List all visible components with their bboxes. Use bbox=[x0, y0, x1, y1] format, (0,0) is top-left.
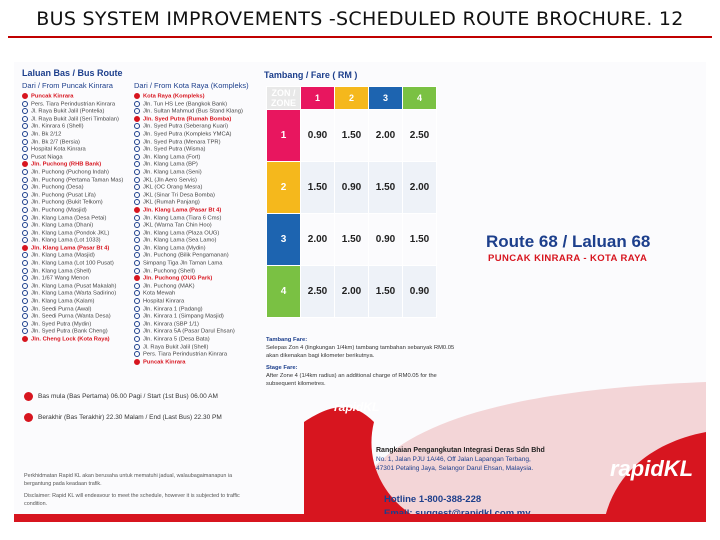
stop-name: Jln. Klang Lama (Shell) bbox=[31, 268, 91, 275]
bus-stop bbox=[134, 252, 249, 260]
stop-name: Jln. Klang Lama (Sea Lamo) bbox=[143, 237, 217, 244]
bus-stop bbox=[22, 207, 123, 215]
fare-row bbox=[267, 214, 437, 266]
bus-stop bbox=[134, 146, 249, 154]
bus-stop bbox=[22, 290, 123, 298]
bus-stop bbox=[134, 108, 249, 116]
stop-dot-icon bbox=[22, 139, 28, 145]
stop-dot-icon bbox=[22, 290, 28, 296]
stop-name: Pers. Tiara Perindustrian Kinrara bbox=[31, 101, 116, 108]
fare-cell: 2.50 bbox=[403, 110, 437, 162]
stop-name: Jln. Klang Lama (Kalam) bbox=[31, 298, 95, 305]
stage-fare-title: Stage Fare: bbox=[266, 365, 298, 371]
stop-dot-icon bbox=[22, 116, 28, 122]
fare-zone-header: 1 bbox=[301, 87, 335, 110]
bus-stop bbox=[134, 359, 249, 367]
rapidkl-swoosh-graphic bbox=[304, 362, 706, 522]
bus-stop bbox=[134, 123, 249, 131]
fare-row bbox=[267, 266, 437, 318]
stop-dot-icon bbox=[134, 275, 140, 281]
stop-name: JKL (OC Orang Mesra) bbox=[143, 184, 203, 191]
stop-dot-icon bbox=[22, 169, 28, 175]
stop-name: Hospital Kota Kinrara bbox=[31, 146, 86, 153]
stop-dot-icon bbox=[134, 298, 140, 304]
stop-dot-icon bbox=[22, 283, 28, 289]
stop-dot-icon bbox=[134, 161, 140, 167]
bus-stop bbox=[22, 177, 123, 185]
stop-name: Pusat Niaga bbox=[31, 154, 63, 161]
bus-stop bbox=[134, 245, 249, 253]
stop-name: Jln. Klang Lama (BP) bbox=[143, 161, 198, 168]
stop-name: Jln. Puchong (Bukit Telkom) bbox=[31, 199, 103, 206]
bus-stop bbox=[22, 275, 123, 283]
stage-fare-text: After Zone 4 (1/4km radius) an additional charge of RM0.05 for the subsequent kilometres. bbox=[266, 373, 437, 387]
slide-title: BUS SYSTEM IMPROVEMENTS -SCHEDULED ROUTE BROCHURE. 12 bbox=[36, 8, 684, 30]
bus-stop bbox=[22, 283, 123, 291]
bus-stop bbox=[134, 275, 249, 283]
bus-stop bbox=[134, 192, 249, 200]
fare-cell: 0.90 bbox=[403, 266, 437, 318]
stop-dot-icon bbox=[22, 268, 28, 274]
stop-name: Jln. 1/67 Wang Menon bbox=[31, 275, 89, 282]
bus-stop bbox=[22, 313, 123, 321]
fare-cell: 0.90 bbox=[369, 214, 403, 266]
stop-dot-icon bbox=[134, 177, 140, 183]
stop-dot-icon bbox=[22, 230, 28, 236]
disclaimer bbox=[24, 472, 244, 508]
bus-stop bbox=[22, 116, 123, 124]
stop-name: Jl. Raya Bukit Jalil (Seri Timbalan) bbox=[31, 116, 119, 123]
stop-dot-icon bbox=[22, 298, 28, 304]
stop-name: JKL (Rumah Panjang) bbox=[143, 199, 200, 206]
bus-stop bbox=[134, 283, 249, 291]
stop-name: Jln. Syed Putra (Rumah Bomba) bbox=[143, 116, 232, 123]
stop-dot-icon bbox=[22, 207, 28, 213]
fare-cell: 1.50 bbox=[369, 266, 403, 318]
stop-dot-icon bbox=[22, 237, 28, 243]
bus-stop bbox=[134, 154, 249, 162]
stop-dot-icon bbox=[134, 268, 140, 274]
stop-name: Jln. Klang Lama (Fort) bbox=[143, 154, 201, 161]
stop-name: Jln. Syed Putra (Kompleks YMCA) bbox=[143, 131, 232, 138]
stop-dot-icon bbox=[22, 177, 28, 183]
stop-name: Hospital Kinrara bbox=[143, 298, 185, 305]
bus-stop bbox=[134, 260, 249, 268]
stop-name: Jln. Klang Lama (Seni) bbox=[143, 169, 202, 176]
bus-stop bbox=[134, 161, 249, 169]
stop-name: Jln. Klang Lama (Desa Petai) bbox=[31, 215, 107, 222]
bus-stop bbox=[134, 131, 249, 139]
stop-list-b bbox=[134, 93, 249, 366]
stop-dot-icon bbox=[22, 306, 28, 312]
company-info bbox=[376, 446, 616, 473]
stop-name: Jln. Kinrara 1 (Padang) bbox=[143, 306, 203, 313]
bus-stop bbox=[134, 101, 249, 109]
bus-stop bbox=[22, 123, 123, 131]
stop-name: Jl. Raya Bukit Jalil (Shell) bbox=[143, 344, 209, 351]
fare-cell: 2.00 bbox=[301, 214, 335, 266]
stop-dot-icon bbox=[134, 123, 140, 129]
stop-name: Jln. Klang Lama (Pusat Makalah) bbox=[31, 283, 117, 290]
fare-cell: 1.50 bbox=[403, 214, 437, 266]
stop-name: Jln. Puchong (Desa) bbox=[31, 184, 84, 191]
bus-stop bbox=[134, 321, 249, 329]
stop-dot-icon bbox=[22, 328, 28, 334]
bus-stop bbox=[134, 230, 249, 238]
fare-cell: 0.90 bbox=[301, 110, 335, 162]
rapidkl-logo: rapidKL bbox=[610, 456, 694, 481]
route-title: Route 68 / Laluan 68 bbox=[486, 232, 651, 251]
fare-header: Tambang / Fare ( RM ) bbox=[264, 70, 358, 80]
stop-name: Kota Raya (Kompleks) bbox=[143, 93, 205, 100]
bus-stop bbox=[22, 321, 123, 329]
bus-stop bbox=[22, 154, 123, 162]
stop-name: Jln. Sultan Mahmud (Bus Stand Klang) bbox=[143, 108, 243, 115]
fare-cell: 2.50 bbox=[301, 266, 335, 318]
stop-dot-icon bbox=[134, 215, 140, 221]
stop-name: Jln. Kinrara 1 (Simpang Masjid) bbox=[143, 313, 224, 320]
address-line-1: No. 1, Jalan PJU 1A/46, Off Jalan Lapangan Terbang, bbox=[376, 456, 531, 463]
stop-dot-icon bbox=[134, 139, 140, 145]
stop-dot-icon bbox=[22, 275, 28, 281]
bus-stop bbox=[22, 93, 123, 101]
route-subtitle: PUNCAK KINRARA - KOTA RAYA bbox=[488, 253, 648, 264]
stop-dot-icon bbox=[134, 154, 140, 160]
title-divider bbox=[8, 36, 712, 38]
route-header: Laluan Bas / Bus Route bbox=[22, 68, 123, 78]
fare-note-text: Selepas Zon 4 (lingkungan 1/4km) tambang tambahan sebanyak RM0.05 akan dikenakan bagi kilometer berikutnya. bbox=[266, 345, 455, 359]
stop-dot-icon bbox=[22, 199, 28, 205]
bus-stop bbox=[134, 184, 249, 192]
stop-name: Jln. Syed Putra (Seberang Kuari) bbox=[143, 123, 229, 130]
from-puncak-kinrara: Dari / From Puncak Kinrara bbox=[22, 81, 113, 90]
stop-name: Jln. Klang Lama (Pasar Bt 4) bbox=[31, 245, 110, 252]
stop-dot-icon bbox=[22, 252, 28, 258]
route-brochure bbox=[14, 62, 706, 522]
bus-stop bbox=[22, 169, 123, 177]
route-column-b bbox=[134, 68, 249, 366]
stop-name: Jln. Klang Lama (Dhani) bbox=[31, 222, 94, 229]
stop-dot-icon bbox=[134, 169, 140, 175]
route-column-a bbox=[22, 68, 123, 344]
end-clock-icon bbox=[24, 413, 33, 422]
stop-dot-icon bbox=[134, 230, 140, 236]
stop-name: Jln. Tun HS Lee (Bangkok Bank) bbox=[143, 101, 228, 108]
hotline: Hotline 1-800-388-228 bbox=[384, 494, 482, 505]
bus-stop bbox=[134, 222, 249, 230]
stop-name: JKL (Sinar Tri Desa Bomba) bbox=[143, 192, 215, 199]
fare-corner-label: ZON / ZONE bbox=[267, 87, 301, 110]
stop-dot-icon bbox=[22, 321, 28, 327]
fare-zone-header-row bbox=[267, 87, 437, 110]
fare-cell: 1.50 bbox=[335, 110, 369, 162]
stop-name: Jln. Puchong (Bilik Pengamanan) bbox=[143, 253, 229, 259]
stop-dot-icon bbox=[22, 184, 28, 190]
service-hours bbox=[24, 392, 244, 422]
stop-list-a bbox=[22, 93, 123, 344]
stop-name: Simpang Tiga Jln Taman Lama bbox=[143, 260, 223, 267]
stop-name: Jln. Puchong (MAK) bbox=[143, 283, 195, 290]
stop-name: Jln. Bk 2/12 bbox=[31, 131, 62, 138]
stop-dot-icon bbox=[134, 207, 140, 213]
stop-dot-icon bbox=[134, 222, 140, 228]
stop-name: Jln. Kinrara 5 (Desa Bata) bbox=[143, 336, 210, 343]
stop-dot-icon bbox=[22, 154, 28, 160]
from-kota-raya: Dari / From Kota Raya (Kompleks) bbox=[134, 81, 249, 90]
bus-stop bbox=[22, 245, 123, 253]
bus-stop bbox=[134, 336, 249, 344]
bus-stop bbox=[134, 93, 249, 101]
bus-stop bbox=[22, 192, 123, 200]
bus-stop bbox=[134, 290, 249, 298]
stop-dot-icon bbox=[134, 199, 140, 205]
bus-stop bbox=[22, 101, 123, 109]
bus-stop bbox=[22, 252, 123, 260]
stop-dot-icon bbox=[134, 359, 140, 365]
fare-zone-header: 3 bbox=[369, 87, 403, 110]
brochure-footer-bar bbox=[14, 514, 706, 522]
stop-dot-icon bbox=[134, 146, 140, 152]
stop-dot-icon bbox=[134, 283, 140, 289]
stop-name: Kota Mewah bbox=[143, 290, 176, 297]
stop-name: JKL (Warna Tan Chin Hoo) bbox=[143, 222, 212, 229]
stop-name: Puncak Kinrara bbox=[143, 359, 186, 366]
stop-dot-icon bbox=[22, 123, 28, 129]
stop-dot-icon bbox=[22, 131, 28, 137]
bus-stop bbox=[22, 336, 123, 344]
bus-stop bbox=[22, 268, 123, 276]
last-bus-time: Berakhir (Bas Terakhir) 22.30 Malam / End (Last Bus) 22.30 PM bbox=[38, 414, 222, 422]
fare-row bbox=[267, 110, 437, 162]
fare-cell: 2.00 bbox=[403, 162, 437, 214]
bus-stop bbox=[134, 268, 249, 276]
stop-dot-icon bbox=[134, 328, 140, 334]
stop-dot-icon bbox=[22, 336, 28, 342]
bus-stop bbox=[22, 184, 123, 192]
stop-dot-icon bbox=[134, 192, 140, 198]
stop-name: Jln. Syed Putra (Mydin) bbox=[31, 321, 92, 328]
stop-dot-icon bbox=[22, 192, 28, 198]
fare-row-zone: 2 bbox=[267, 162, 301, 214]
stop-name: Jln. Bk 2/7 (Bersia) bbox=[31, 139, 80, 146]
fare-row-zone: 4 bbox=[267, 266, 301, 318]
stop-dot-icon bbox=[134, 252, 140, 258]
bus-stop bbox=[134, 215, 249, 223]
company-name: Rangkaian Pengangkutan Integrasi Deras Sdn Bhd bbox=[376, 447, 545, 454]
stop-dot-icon bbox=[22, 161, 28, 167]
fare-cell: 1.50 bbox=[369, 162, 403, 214]
bus-stop bbox=[22, 199, 123, 207]
stop-name: Jln. Puchong (Shell) bbox=[143, 268, 195, 275]
stop-dot-icon bbox=[134, 290, 140, 296]
fare-cell: 1.50 bbox=[335, 214, 369, 266]
stop-name: Jln. Puchong (Puchong Indah) bbox=[31, 169, 109, 176]
bus-stop bbox=[134, 207, 249, 215]
stop-dot-icon bbox=[134, 237, 140, 243]
stop-name: Jln. Puchong (Pusat Lifa) bbox=[31, 192, 96, 199]
fare-cell: 1.50 bbox=[301, 162, 335, 214]
bus-stop bbox=[134, 313, 249, 321]
start-clock-icon bbox=[24, 392, 33, 401]
bus-stop bbox=[22, 222, 123, 230]
stop-dot-icon bbox=[134, 306, 140, 312]
bus-stop bbox=[134, 177, 249, 185]
stop-name: Jln. Puchong (RHB Bank) bbox=[31, 161, 102, 168]
disclaimer-english: Disclaimer: Rapid KL will endeavour to meet the schedule, however it is subjected to traffic condition. bbox=[24, 493, 240, 507]
bus-stop bbox=[134, 169, 249, 177]
rapidkl-logo-small: rapidKL bbox=[334, 400, 380, 414]
bus-stop bbox=[22, 108, 123, 116]
bus-stop bbox=[22, 161, 123, 169]
stop-name: Jln. Klang Lama (Masjid) bbox=[31, 253, 95, 259]
bus-stop bbox=[134, 298, 249, 306]
stop-name: Jln. Syed Putra (Wisma) bbox=[143, 146, 206, 153]
fare-row-zone: 1 bbox=[267, 110, 301, 162]
stop-name: Jln. Puchong (Masjid) bbox=[31, 207, 87, 214]
stop-dot-icon bbox=[134, 313, 140, 319]
fare-row bbox=[267, 162, 437, 214]
stop-name: Jln. Puchong (OUG Park) bbox=[143, 275, 213, 282]
first-bus-time: Bas mula (Bas Pertama) 06.00 Pagi / Start (1st Bus) 06.00 AM bbox=[38, 393, 218, 401]
bus-stop bbox=[22, 298, 123, 306]
stop-name: Jln. Klang Lama (Plaza OUG) bbox=[143, 230, 220, 237]
stop-name: Jln. Klang Lama (Warta Sadirino) bbox=[31, 290, 117, 297]
stop-name: Jln. Klang Lama (Mydin) bbox=[143, 245, 206, 252]
stop-dot-icon bbox=[134, 131, 140, 137]
fare-zone-header: 4 bbox=[403, 87, 437, 110]
stop-name: Pers. Tiara Perindustrian Kinrara bbox=[143, 351, 228, 358]
stop-dot-icon bbox=[22, 222, 28, 228]
stop-dot-icon bbox=[22, 313, 28, 319]
stop-name: Jln. Klang Lama (Tiara 6 Cms) bbox=[143, 215, 222, 222]
address-line-2: 47301 Petaling Jaya, Selangor Darul Ehsan, Malaysia. bbox=[376, 465, 534, 472]
fare-cell: 2.00 bbox=[335, 266, 369, 318]
stop-dot-icon bbox=[22, 93, 28, 99]
fare-row-zone: 3 bbox=[267, 214, 301, 266]
bus-stop bbox=[134, 351, 249, 359]
stop-name: Jln. Cheng Lock (Kota Raya) bbox=[31, 336, 110, 343]
fare-cell: 0.90 bbox=[335, 162, 369, 214]
stop-name: Jln. Kinrara 6 (Shell) bbox=[31, 123, 84, 130]
stop-dot-icon bbox=[134, 93, 140, 99]
bus-stop bbox=[22, 146, 123, 154]
stop-name: Jln. Klang Lama (Lot 1033) bbox=[31, 237, 101, 244]
bus-stop bbox=[22, 306, 123, 314]
bus-stop bbox=[134, 328, 249, 336]
stop-name: Jln. Klang Lama (Lot 100 Pusat) bbox=[31, 260, 114, 267]
stop-name: Jln. Syed Putra (Bank Cheng) bbox=[31, 328, 108, 335]
stop-name: Jln. Klang Lama (Pondok JKL) bbox=[31, 230, 110, 237]
bus-stop bbox=[22, 230, 123, 238]
bus-stop bbox=[134, 237, 249, 245]
stop-dot-icon bbox=[22, 101, 28, 107]
bus-stop bbox=[22, 328, 123, 336]
fare-cell: 2.00 bbox=[369, 110, 403, 162]
disclaimer-malay: Perkhidmatan Rapid KL akan berusaha untuk mematuhi jadual, walaubagaimanapun ia bergantung pada keadaan trafik. bbox=[24, 473, 233, 487]
stop-dot-icon bbox=[134, 344, 140, 350]
fare-zone-header: 2 bbox=[335, 87, 369, 110]
bus-stop bbox=[22, 237, 123, 245]
stop-name: Jln. Syed Putra (Menara TPR) bbox=[143, 139, 221, 146]
stop-name: Jl. Raya Bukit Jalil (Pontelia) bbox=[31, 108, 105, 115]
stop-dot-icon bbox=[22, 146, 28, 152]
bus-stop bbox=[22, 215, 123, 223]
stop-name: Jln. Kinrara 5A (Pasar Darul Ehsan) bbox=[143, 328, 235, 335]
bus-stop bbox=[22, 131, 123, 139]
stop-dot-icon bbox=[134, 321, 140, 327]
stop-name: Jln. Seedi Purna (Wanta Desa) bbox=[31, 313, 111, 320]
stop-dot-icon bbox=[134, 245, 140, 251]
stop-dot-icon bbox=[22, 260, 28, 266]
bus-stop bbox=[134, 344, 249, 352]
fare-note-title: Tambang Fare: bbox=[266, 337, 308, 343]
stop-dot-icon bbox=[134, 336, 140, 342]
bus-stop bbox=[22, 260, 123, 268]
bus-stop bbox=[134, 116, 249, 124]
stop-name: Jln. Kinrara (SBP 1/1) bbox=[143, 321, 199, 328]
stop-dot-icon bbox=[22, 108, 28, 114]
stop-dot-icon bbox=[134, 351, 140, 357]
bus-stop bbox=[134, 199, 249, 207]
stop-name: Jln. Seedi Purna (Awal) bbox=[31, 306, 92, 313]
stop-dot-icon bbox=[134, 108, 140, 114]
stop-dot-icon bbox=[22, 245, 28, 251]
stop-dot-icon bbox=[22, 215, 28, 221]
stop-name: Jln. Klang Lama (Pasar Bt 4) bbox=[143, 207, 222, 214]
stop-dot-icon bbox=[134, 260, 140, 266]
bus-stop bbox=[134, 306, 249, 314]
stop-name: Puncak Kinrara bbox=[31, 93, 74, 100]
bus-stop bbox=[134, 139, 249, 147]
stop-dot-icon bbox=[134, 116, 140, 122]
stop-dot-icon bbox=[134, 101, 140, 107]
fare-table bbox=[266, 86, 437, 318]
stop-name: Jln. Puchong (Pertama Taman Mas) bbox=[31, 177, 124, 184]
bus-stop bbox=[22, 139, 123, 147]
stop-name: JKL (Jln Aero Servis) bbox=[143, 177, 197, 184]
stop-dot-icon bbox=[134, 184, 140, 190]
